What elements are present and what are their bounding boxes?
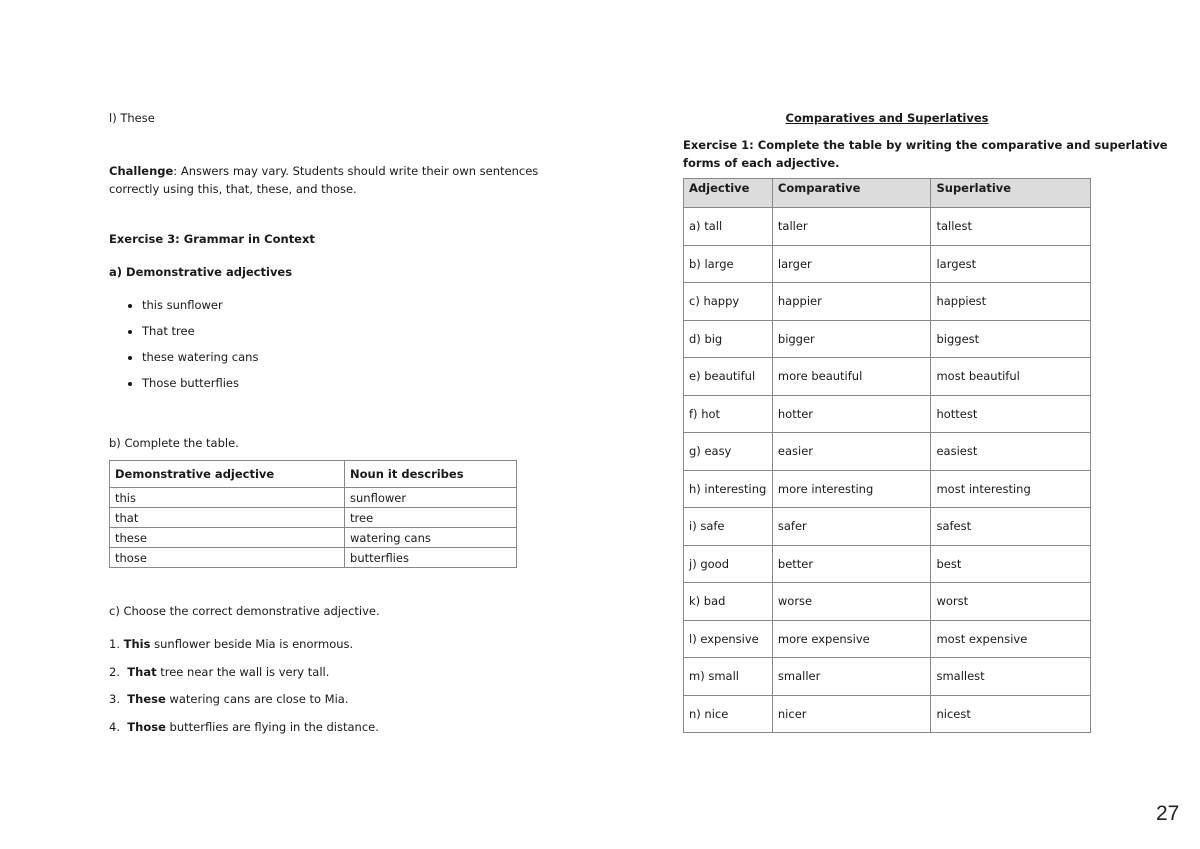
- table-cell: happier: [772, 283, 931, 321]
- exercise1-instructions: [683, 136, 1168, 172]
- table-cell: happiest: [931, 283, 1091, 321]
- table-cell: largest: [931, 245, 1091, 283]
- challenge-line2: correctly using this, that, these, and those.: [109, 182, 357, 196]
- sentence-number: 4.: [109, 720, 120, 734]
- sentence-number: 1.: [109, 637, 120, 651]
- exercise1-line2: forms of each adjective.: [683, 156, 840, 170]
- table-row: [684, 395, 1091, 433]
- table-cell: easiest: [931, 433, 1091, 471]
- header-cell: Comparative: [772, 179, 931, 208]
- table-row: [684, 208, 1091, 246]
- table-cell: safest: [931, 508, 1091, 546]
- sentence-4: [109, 720, 379, 734]
- table-cell: hottest: [931, 395, 1091, 433]
- table-row: [684, 658, 1091, 696]
- table-cell: those: [110, 548, 345, 568]
- table-cell: most expensive: [931, 620, 1091, 658]
- table-cell: m) small: [684, 658, 773, 696]
- table-cell: d) big: [684, 320, 773, 358]
- section-title: Comparatives and Superlatives: [785, 111, 989, 125]
- table-cell: safer: [772, 508, 931, 546]
- table-cell: watering cans: [345, 528, 517, 548]
- table-cell: tallest: [931, 208, 1091, 246]
- part-c-title: c) Choose the correct demonstrative adjective.: [109, 604, 380, 618]
- table-cell: n) nice: [684, 695, 773, 733]
- table-cell: a) tall: [684, 208, 773, 246]
- table-cell: most beautiful: [931, 358, 1091, 396]
- page-number: 27: [1156, 802, 1180, 825]
- table-row: [684, 470, 1091, 508]
- table-cell: larger: [772, 245, 931, 283]
- list-item: • Those butterflies: [142, 374, 258, 400]
- table-row: [110, 508, 517, 528]
- table-cell: l) expensive: [684, 620, 773, 658]
- table-cell: sunflower: [345, 488, 517, 508]
- sentence-2: [109, 665, 329, 679]
- table-row: [684, 545, 1091, 583]
- header-cell: Superlative: [931, 179, 1091, 208]
- table-row: [110, 488, 517, 508]
- exercise3-title: Exercise 3: Grammar in Context: [109, 232, 315, 246]
- challenge-label: Challenge: [109, 164, 174, 178]
- part-b-title: b) Complete the table.: [109, 436, 239, 450]
- table-cell: best: [931, 545, 1091, 583]
- demonstrative-table: [109, 460, 517, 568]
- table-row: [684, 245, 1091, 283]
- table-cell: h) interesting: [684, 470, 773, 508]
- list-item: • these watering cans: [142, 348, 258, 374]
- table-cell: this: [110, 488, 345, 508]
- sentence-1: [109, 637, 353, 651]
- sentence-text: tree near the wall is very tall.: [156, 665, 330, 679]
- table-cell: hotter: [772, 395, 931, 433]
- table-row: [110, 548, 517, 568]
- sentence-3: [109, 692, 349, 706]
- sentence-answer: That: [127, 665, 157, 679]
- table-cell: f) hot: [684, 395, 773, 433]
- answer-l: l) These: [109, 111, 155, 125]
- table-cell: worse: [772, 583, 931, 621]
- challenge-line1: : Answers may vary. Students should write their own sentences: [173, 164, 539, 178]
- table-cell: most interesting: [931, 470, 1091, 508]
- sentence-text: watering cans are close to Mia.: [165, 692, 349, 706]
- table-cell: e) beautiful: [684, 358, 773, 396]
- exercise1-line1: Exercise 1: Complete the table by writing the comparative and superlative: [683, 138, 1168, 152]
- table-cell: more interesting: [772, 470, 931, 508]
- table-header-row: [684, 179, 1091, 208]
- table-row: [684, 283, 1091, 321]
- table-cell: more expensive: [772, 620, 931, 658]
- table-cell: smaller: [772, 658, 931, 696]
- table-cell: j) good: [684, 545, 773, 583]
- demonstrative-list: [124, 296, 258, 400]
- header-cell: Adjective: [684, 179, 773, 208]
- sentence-answer: Those: [127, 720, 166, 734]
- sentence-text: butterflies are flying in the distance.: [165, 720, 379, 734]
- table-cell: more beautiful: [772, 358, 931, 396]
- table-row: [684, 358, 1091, 396]
- list-item: • That tree: [142, 322, 258, 348]
- sentence-text: sunflower beside Mia is enormous.: [150, 637, 354, 651]
- table-row: [684, 508, 1091, 546]
- challenge-text: [109, 162, 538, 198]
- table-row: [684, 620, 1091, 658]
- table-cell: easier: [772, 433, 931, 471]
- table-cell: bigger: [772, 320, 931, 358]
- part-a-title: a) Demonstrative adjectives: [109, 265, 293, 279]
- table-cell: butterflies: [345, 548, 517, 568]
- table-cell: b) large: [684, 245, 773, 283]
- table-cell: c) happy: [684, 283, 773, 321]
- sentence-answer: This: [123, 637, 151, 651]
- table-cell: nicer: [772, 695, 931, 733]
- table-cell: tree: [345, 508, 517, 528]
- table-header-row: [110, 461, 517, 488]
- table-cell: biggest: [931, 320, 1091, 358]
- table-cell: better: [772, 545, 931, 583]
- table-row: [684, 320, 1091, 358]
- table-cell: these: [110, 528, 345, 548]
- list-item: • this sunflower: [142, 296, 258, 322]
- table-cell: i) safe: [684, 508, 773, 546]
- sentence-number: 2.: [109, 665, 120, 679]
- table-cell: worst: [931, 583, 1091, 621]
- table-cell: smallest: [931, 658, 1091, 696]
- table-row: [684, 695, 1091, 733]
- sentence-answer: These: [127, 692, 166, 706]
- table-cell: g) easy: [684, 433, 773, 471]
- header-cell: Noun it describes: [345, 461, 517, 488]
- table-cell: k) bad: [684, 583, 773, 621]
- sentence-number: 3.: [109, 692, 120, 706]
- table-cell: taller: [772, 208, 931, 246]
- table-cell: nicest: [931, 695, 1091, 733]
- table-cell: that: [110, 508, 345, 528]
- table-row: [684, 583, 1091, 621]
- header-cell: Demonstrative adjective: [110, 461, 345, 488]
- comparatives-table: [683, 178, 1091, 733]
- table-row: [684, 433, 1091, 471]
- table-row: [110, 528, 517, 548]
